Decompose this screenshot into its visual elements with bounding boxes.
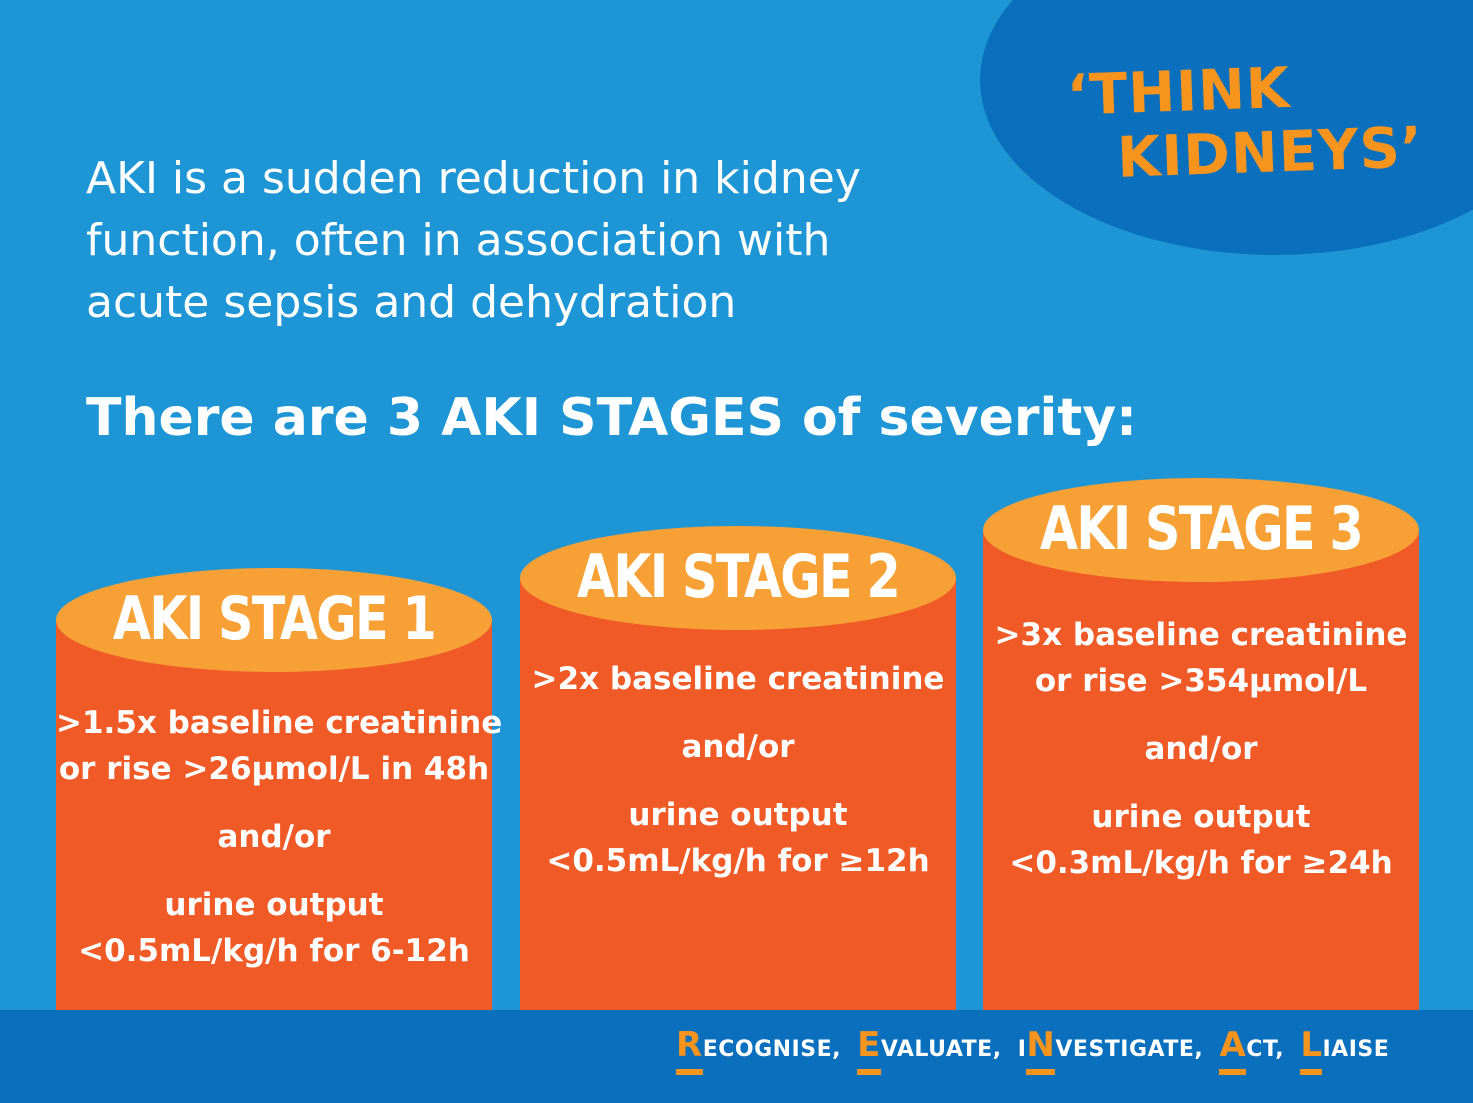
stage-1-urine: <0.5mL/kg/h for 6-12h: [78, 933, 470, 969]
stages-headline: There are 3 AKI STAGES of severity:: [86, 388, 1137, 448]
stage-1-creatinine: or rise >26µmol/L in 48h: [58, 751, 490, 787]
stage-3-creatinine: >3x baseline creatinine: [994, 617, 1408, 653]
stage-2-creatinine: >2x baseline creatinine: [531, 661, 945, 697]
stage-1-title: AKI STAGE 1: [112, 584, 436, 654]
stage-1-cylinder: [56, 584, 503, 1010]
stage-3-urine: urine output: [1091, 799, 1311, 835]
motto-word: RECOGNISE,: [676, 1025, 849, 1065]
intro-line: acute sepsis and dehydration: [86, 277, 737, 328]
intro-line: function, often in association with: [86, 215, 831, 266]
logo-line-1: ‘THINK: [1065, 55, 1292, 129]
stage-3-urine: <0.3mL/kg/h for ≥24h: [1009, 845, 1393, 881]
logo-line-2: KIDNEYS’: [1116, 115, 1425, 191]
motto-word: EVALUATE,: [857, 1025, 1009, 1065]
stage-2-urine: <0.5mL/kg/h for ≥12h: [546, 843, 930, 879]
stage-2-criteria: [520, 656, 956, 884]
motto-word: INVESTIGATE,: [1018, 1025, 1212, 1065]
motto-word: LIAISE: [1300, 1025, 1389, 1065]
stage-2-urine: urine output: [628, 797, 848, 833]
intro-text: [86, 148, 986, 334]
stage-3-creatinine: or rise >354µmol/L: [1034, 663, 1368, 699]
stage-1-creatinine: >1.5x baseline creatinine: [56, 705, 503, 741]
intro-line: AKI is a sudden reduction in kidney: [86, 153, 861, 204]
stage-1-urine: urine output: [164, 887, 384, 923]
stage-2-andor: and/or: [681, 729, 795, 765]
motto-word: ACT,: [1219, 1025, 1292, 1065]
stage-2-title: AKI STAGE 2: [576, 542, 900, 612]
stage-1-criteria: [56, 700, 503, 974]
stage-3-criteria: [983, 612, 1419, 886]
stage-3-cylinder: [983, 494, 1419, 1010]
stage-3-title: AKI STAGE 3: [1039, 494, 1363, 564]
stage-2-cylinder: [520, 542, 956, 1010]
think-kidneys-logo: [1066, 51, 1450, 192]
stage-3-andor: and/or: [1144, 731, 1258, 767]
stage-1-andor: and/or: [217, 819, 331, 855]
reinal-motto: [676, 1025, 1389, 1065]
